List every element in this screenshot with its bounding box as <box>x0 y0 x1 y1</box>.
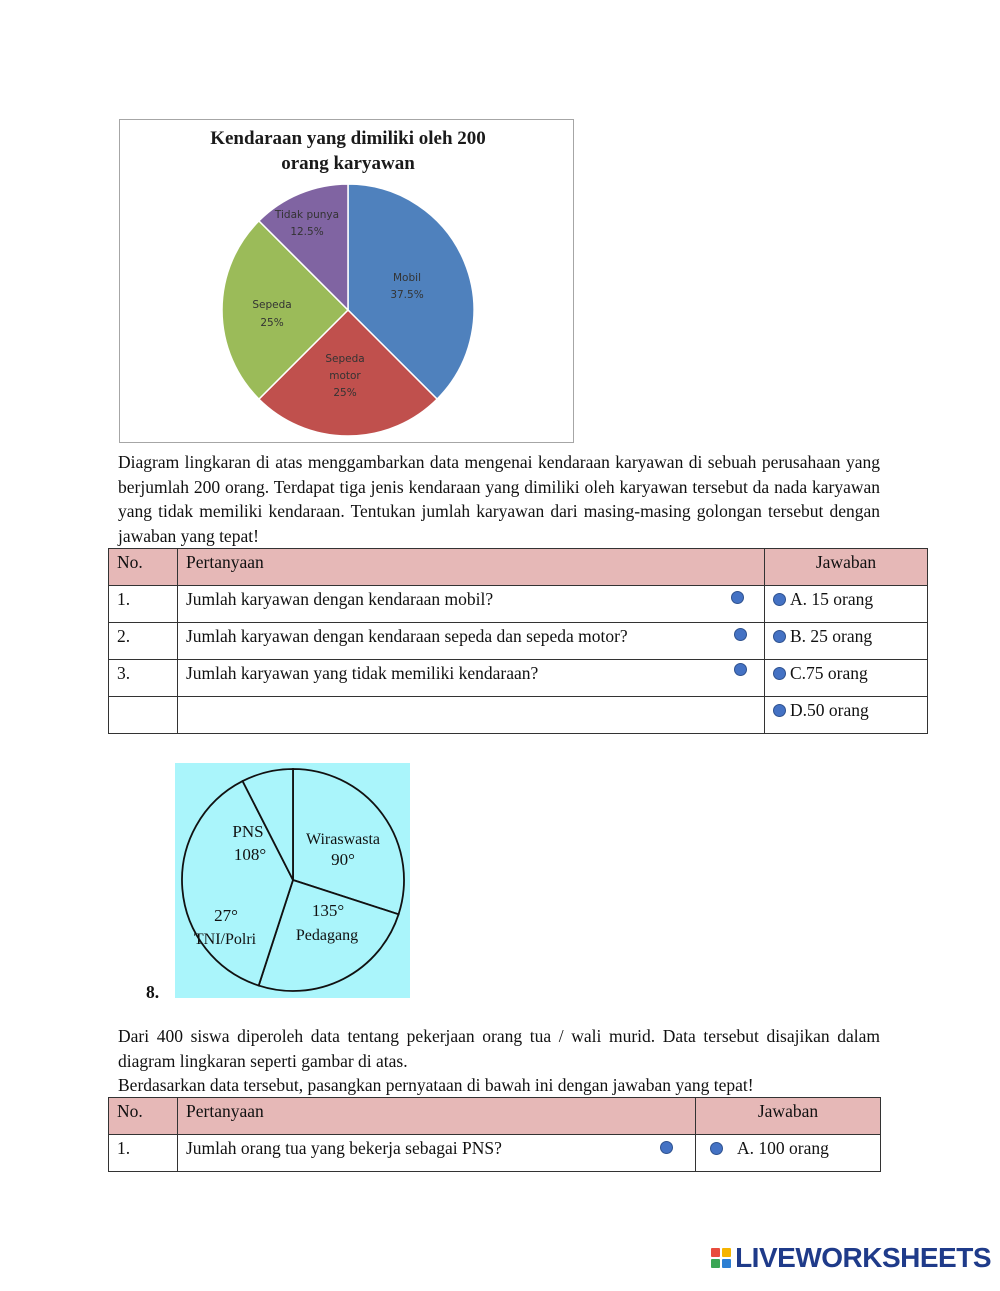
label-motor-1: Sepeda <box>325 353 365 365</box>
table-row <box>109 697 928 734</box>
answer-option[interactable] <box>696 1135 881 1172</box>
row-question: Jumlah karyawan yang tidak memiliki kendaraan? <box>178 660 765 697</box>
vehicle-pie-chart <box>119 119 574 443</box>
row-question <box>178 697 765 734</box>
row-no <box>109 697 178 734</box>
label-mobil-pct: 37.5% <box>390 289 424 301</box>
answer-dot[interactable] <box>710 1142 723 1155</box>
occupation-pie-chart <box>175 763 410 998</box>
intro-paragraph-2: Dari 400 siswa diperoleh data tentang pekerjaan orang tua / wali murid. Data tersebut disajikan dalam diagram lingkaran seperti gambar di atas. <box>118 1026 880 1071</box>
answer-label: A. 100 orang <box>737 1138 829 1158</box>
table-row <box>109 1135 881 1172</box>
match-dot-q3[interactable] <box>734 663 747 676</box>
header-no: No. <box>109 549 178 586</box>
row-no: 2. <box>109 623 178 660</box>
match-dot-q1[interactable] <box>731 591 744 604</box>
question-table-1 <box>108 548 928 734</box>
table-row <box>109 586 928 623</box>
question-table-2 <box>108 1097 881 1172</box>
table-row <box>109 660 928 697</box>
answer-dot[interactable] <box>773 593 786 606</box>
label-pns: PNS <box>232 822 264 841</box>
answer-option[interactable] <box>765 660 928 697</box>
header-answer: Jawaban <box>696 1098 881 1135</box>
label-wira: Wiraswasta <box>306 831 380 848</box>
label-mobil: Mobil <box>393 272 421 284</box>
chart1-title-line1: Kendaraan yang dimiliki oleh 200 <box>210 128 486 149</box>
answer-dot[interactable] <box>773 704 786 717</box>
row-question: Jumlah orang tua yang bekerja sebagai PNS? <box>178 1135 696 1172</box>
label-motor-pct: 25% <box>333 387 357 399</box>
label-tni: TNI/Polri <box>193 931 257 948</box>
row-no: 1. <box>109 1135 178 1172</box>
header-question: Pertanyaan <box>178 1098 696 1135</box>
pie2-slices <box>182 769 404 991</box>
answer-dot[interactable] <box>773 630 786 643</box>
answer-label: C.75 orang <box>790 663 868 683</box>
question-number: 8. <box>146 982 160 1002</box>
header-no: No. <box>109 1098 178 1135</box>
label-wira-deg: 90° <box>331 850 355 869</box>
label-tni-deg: 27° <box>214 906 238 925</box>
row-no: 1. <box>109 586 178 623</box>
answer-option[interactable] <box>765 586 928 623</box>
brand-name: LIVEWORKSHEETS <box>735 1242 991 1273</box>
label-tidak-pct: 12.5% <box>290 226 324 238</box>
instruction-paragraph-2: Berdasarkan data tersebut, pasangkan pernyataan di bawah ini dengan jawaban yang tepat! <box>118 1075 754 1095</box>
answer-option[interactable] <box>765 697 928 734</box>
answer-option[interactable] <box>765 623 928 660</box>
row-no: 3. <box>109 660 178 697</box>
label-pns-deg: 108° <box>233 845 267 864</box>
table-row <box>109 623 928 660</box>
answer-label: B. 25 orang <box>790 626 873 646</box>
answer-label: A. 15 orang <box>790 589 874 609</box>
row-question: Jumlah karyawan dengan kendaraan mobil? <box>178 586 765 623</box>
match-dot-q2[interactable] <box>734 628 747 641</box>
intro-paragraph-1: Diagram lingkaran di atas menggambarkan data mengenai kendaraan karyawan di sebuah perusahaan yang berjumlah 200 orang. Terdapat tiga jenis kendaraan yang dimiliki oleh karyawan tersebut da nada karyawan yang tidak memiliki kendaraan. Tentukan jumlah karyawan dari masing-masing golongan tersebut dengan jawaban yang tepat! <box>118 452 880 546</box>
liveworksheets-logo <box>711 1242 991 1274</box>
header-answer: Jawaban <box>765 549 928 586</box>
label-motor-2: motor <box>329 370 361 382</box>
table-header <box>109 549 928 586</box>
label-tidak: Tidak punya <box>274 209 340 221</box>
label-pedagang: Pedagang <box>295 927 359 944</box>
label-pedagang-deg: 135° <box>311 901 345 920</box>
chart1-title-line2: orang karyawan <box>281 153 415 174</box>
match-dot-q1-table2[interactable] <box>660 1141 673 1154</box>
table-header <box>109 1098 881 1135</box>
header-question: Pertanyaan <box>178 549 765 586</box>
label-sepeda: Sepeda <box>252 299 292 311</box>
answer-label: D.50 orang <box>790 700 869 720</box>
logo-mark-icon <box>711 1248 731 1268</box>
label-sepeda-pct: 25% <box>260 317 284 329</box>
answer-dot[interactable] <box>773 667 786 680</box>
row-question: Jumlah karyawan dengan kendaraan sepeda dan sepeda motor? <box>178 623 765 660</box>
